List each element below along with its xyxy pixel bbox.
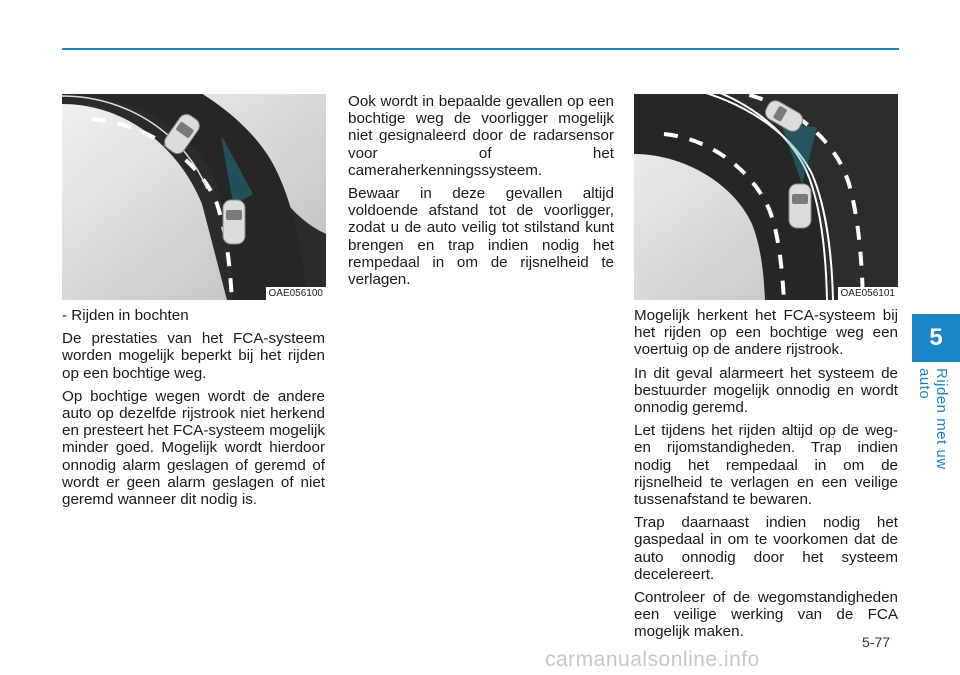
chapter-title: Rijden met uw auto [916,368,950,470]
figure-code: OAE056101 [838,287,899,300]
paragraph: Op bochtige wegen wordt de andere auto op dezelfde rijstrook niet herkend en presteert het FCA-systeem mogelijk minder goed. Mogelijk wordt hierdoor onnodig alarm geslagen of geremd of wordt er geen alarm geslagen of niet geremd wanneer dit nodig is. [62,387,325,509]
paragraph: Ook wordt in bepaalde gevallen op een bochtige weg de voorligger mogelijk niet gesignaleerd door de radarsensor voor of het cameraherkenningssysteem. [348,93,614,179]
figure-curve-adjacent-lane [634,94,898,300]
road-curve-two-lane-illustration [634,94,898,300]
right-column [634,307,898,647]
paragraph: Bewaar in deze gevallen altijd voldoende afstand tot de voorligger, zodat u de auto veilig tot stilstand kunt brengen en trap indien nodig het rempedaal in om de rijsnelheid te verlagen. [348,185,614,289]
page-number: 5-77 [862,634,891,650]
paragraph: Controleer of de wegomstandigheden een veilige werking van de FCA mogelijk maken. [634,589,898,641]
left-column [62,307,325,514]
watermark: carmanualsonline.info [545,648,760,671]
figure-code: OAE056100 [266,287,327,300]
paragraph: Mogelijk herkent het FCA-systeem bij het rijden op een bochtige weg een voertuig op de andere rijstrook. [634,307,898,359]
header-rule [62,48,899,50]
road-curve-illustration [62,94,326,300]
middle-column [348,93,614,294]
paragraph: In dit geval alarmeert het systeem de bestuurder mogelijk onnodig en wordt onnodig geremd. [634,364,898,417]
bullet-heading: - Rijden in bochten [62,307,189,324]
paragraph: Let tijdens het rijden altijd op de weg-en rijomstandigheden. Trap indien nodig het rempedaal in om de rijsnelheid te verlagen en een veilige tussenafstand te bewaren. [634,422,898,509]
chapter-number-tab: 5 [912,314,960,362]
paragraph: Trap daarnaast indien nodig het gaspedaal in om te voorkomen dat de auto onnodig door het systeem decelereert. [634,514,898,583]
figure-curve-same-lane [62,94,326,300]
paragraph: De prestaties van het FCA-systeem worden mogelijk beperkt bij het rijden op een bochtige weg. [62,330,325,382]
